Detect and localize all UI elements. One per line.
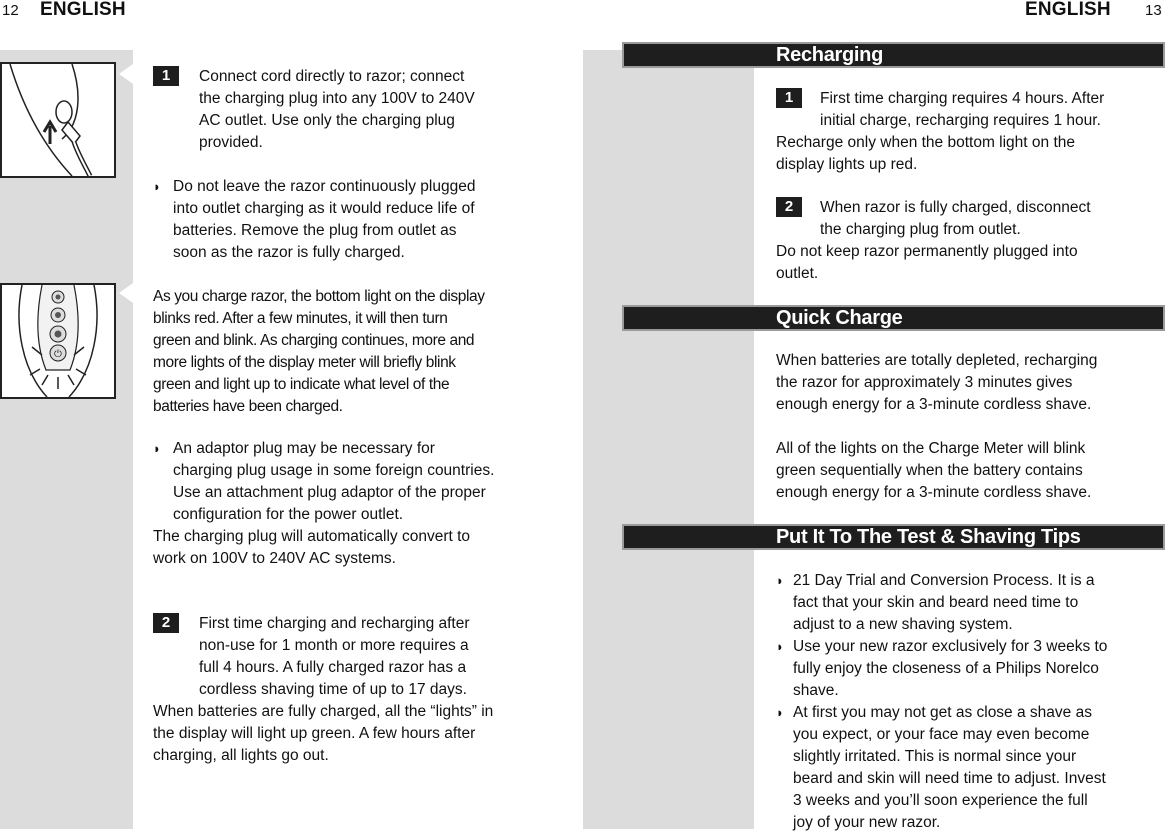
warning-bullet-text (173, 176, 573, 264)
text-line: cordless shaving time of up to 17 days. (199, 681, 467, 698)
right-margin-band (583, 50, 754, 829)
charge-meter-icon (2, 285, 114, 397)
step-2-text (199, 613, 579, 701)
text-line: fact that your skin and beard need time to (793, 594, 1079, 611)
text-line: charging, all lights go out. (153, 747, 329, 764)
quick-charge-paragraph-2 (776, 438, 1165, 504)
text-line: the charging plug into any 100V to 240V (199, 90, 475, 107)
text-line: AC outlet. Use only the charging plug (199, 112, 455, 129)
bullet-icon: ◗ (776, 639, 784, 654)
text-line: slightly irritated. This is normal since your (793, 748, 1077, 765)
text-line: full 4 hours. A fully charged razor has a (199, 659, 467, 676)
text-line: Recharge only when the bottom light on the (776, 134, 1075, 151)
text-line: charging plug usage in some foreign countries. (173, 462, 495, 479)
text-line: Use your new razor exclusively for 3 weeks to (793, 638, 1108, 655)
text-line: batteries have been charged. (153, 398, 343, 415)
text-line: non-use for 1 month or more requires a (199, 637, 469, 654)
callout-pointer (119, 283, 133, 303)
bullet-icon: ◗ (153, 441, 161, 456)
text-line: provided. (199, 134, 263, 151)
text-line: batteries. Remove the plug from outlet as (173, 222, 457, 239)
text-line: Use an attachment plug adaptor of the proper (173, 484, 486, 501)
text-line: First time charging and recharging after (199, 615, 470, 632)
section-heading: Recharging (776, 44, 884, 66)
razor-plug-illustration (0, 62, 116, 178)
shaving-tips-heading-bar (622, 524, 1165, 550)
text-line: 3 weeks and you’ll soon experience the full (793, 792, 1088, 809)
text-line: the display will light up green. A few hours after (153, 725, 476, 742)
text-line: display lights up red. (776, 156, 918, 173)
text-line: beard and skin will need time to adjust. Invest (793, 770, 1106, 787)
text-line: 21 Day Trial and Conversion Process. It is a (793, 572, 1095, 589)
text-line: First time charging requires 4 hours. After (820, 90, 1105, 107)
text-line: into outlet charging as it would reduce life of (173, 200, 475, 217)
text-line: soon as the razor is fully charged. (173, 244, 405, 261)
quick-charge-paragraph-1 (776, 350, 1165, 416)
text-line: adjust to a new shaving system. (793, 616, 1013, 633)
voltage-paragraph (153, 526, 573, 570)
adaptor-bullet-text (173, 438, 573, 526)
text-line: the charging plug from outlet. (820, 221, 1021, 238)
tip-bullet-2 (793, 636, 1165, 702)
text-line: When batteries are fully charged, all the “lights” in (153, 703, 494, 720)
text-line: blinks red. After a few minutes, it will then turn (153, 310, 448, 327)
svg-text:⏻: ⏻ (54, 349, 62, 360)
step-number-badge: 1 (776, 88, 802, 108)
tip-bullet-1 (793, 570, 1165, 636)
tip-bullet-3 (793, 702, 1165, 834)
text-line: you expect, or your face may even become (793, 726, 1090, 743)
text-line: green and blink. As charging continues, more and (153, 332, 475, 349)
text-line: Do not keep razor permanently plugged into (776, 243, 1078, 260)
text-line: initial charge, recharging requires 1 hour. (820, 112, 1101, 129)
left-language-label: ENGLISH (40, 0, 126, 20)
text-line: work on 100V to 240V AC systems. (153, 550, 396, 567)
text-line: At first you may not get as close a shave as (793, 704, 1092, 721)
text-line: green and light up to indicate what level of the (153, 376, 450, 393)
razor-plug-icon (2, 64, 114, 176)
step-number-badge: 1 (153, 66, 179, 86)
display-meter-illustration (0, 283, 116, 399)
text-line: As you charge razor, the bottom light on the display (153, 288, 485, 305)
text-line: outlet. (776, 265, 819, 282)
step-1-text (199, 66, 579, 154)
text-line: enough energy for a 3-minute cordless shave. (776, 396, 1092, 413)
recharging-heading-bar (622, 42, 1165, 68)
bullet-icon: ◗ (776, 705, 784, 720)
text-line: joy of your new razor. (793, 814, 941, 831)
text-line: the razor for approximately 3 minutes gives (776, 374, 1073, 391)
charging-lights-paragraph (153, 286, 573, 418)
recharge-note-2 (776, 241, 1165, 285)
step-number-badge: 2 (153, 613, 179, 633)
text-line: enough energy for a 3-minute cordless shave. (776, 484, 1092, 501)
text-line: When batteries are totally depleted, recharging (776, 352, 1098, 369)
text-line: The charging plug will automatically convert to (153, 528, 471, 545)
section-heading: Put It To The Test & Shaving Tips (776, 526, 1081, 548)
right-page-number: 13 (1145, 2, 1162, 19)
callout-pointer (119, 64, 133, 84)
text-line: All of the lights on the Charge Meter will blink (776, 440, 1086, 457)
recharge-step-1-text (820, 88, 1165, 132)
text-line: shave. (793, 682, 839, 699)
bullet-icon: ◗ (153, 179, 161, 194)
section-heading: Quick Charge (776, 307, 903, 329)
right-language-label: ENGLISH (1025, 0, 1111, 20)
left-page-number: 12 (2, 2, 19, 19)
text-line: When razor is fully charged, disconnect (820, 199, 1091, 216)
text-line: Do not leave the razor continuously plugged (173, 178, 476, 195)
fully-charged-paragraph (153, 701, 573, 767)
step-number-badge: 2 (776, 197, 802, 217)
bullet-icon: ◗ (776, 573, 784, 588)
text-line: configuration for the power outlet. (173, 506, 404, 523)
text-line: more lights of the display meter will briefly blink (153, 354, 456, 371)
text-line: green sequentially when the battery contains (776, 462, 1083, 479)
recharge-note-1 (776, 132, 1165, 176)
quick-charge-heading-bar (622, 305, 1165, 331)
recharge-step-2-text (820, 197, 1165, 241)
text-line: An adaptor plug may be necessary for (173, 440, 435, 457)
text-line: Connect cord directly to razor; connect (199, 68, 465, 85)
text-line: fully enjoy the closeness of a Philips Norelco (793, 660, 1099, 677)
